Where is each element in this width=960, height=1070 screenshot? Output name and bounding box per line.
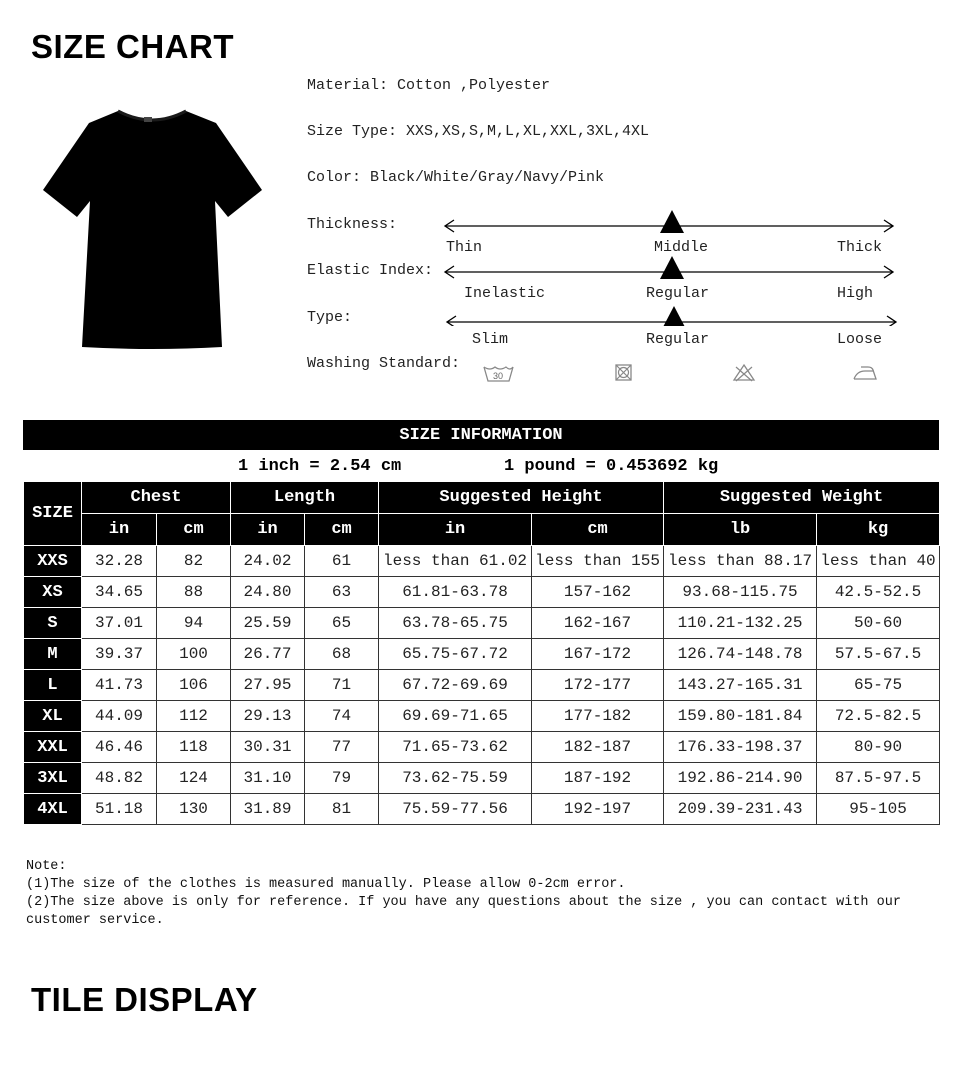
table-cell: 209.39-231.43 xyxy=(664,794,817,825)
elastic-inelastic: Inelastic xyxy=(464,285,546,302)
elastic-marker-icon xyxy=(660,256,684,279)
thickness-thin: Thin xyxy=(446,239,483,256)
table-row xyxy=(24,577,940,608)
table-cell: 24.02 xyxy=(231,546,305,577)
table-cell: 63.78-65.75 xyxy=(379,608,532,639)
table-cell: 192-197 xyxy=(532,794,664,825)
tshirt-image xyxy=(40,105,265,350)
table-cell: 26.77 xyxy=(231,639,305,670)
table-cell: 167-172 xyxy=(532,639,664,670)
table-row xyxy=(24,763,940,794)
table-cell: 46.46 xyxy=(82,732,157,763)
table-cell: 126.74-148.78 xyxy=(664,639,817,670)
table-row xyxy=(24,546,940,577)
table-cell: 112 xyxy=(157,701,231,732)
wash-30-icon xyxy=(482,362,516,384)
table-cell: 192.86-214.90 xyxy=(664,763,817,794)
table-cell: 106 xyxy=(157,670,231,701)
table-cell: 71.65-73.62 xyxy=(379,732,532,763)
table-cell: less than 88.17 xyxy=(664,546,817,577)
table-cell: 143.27-165.31 xyxy=(664,670,817,701)
table-cell: 25.59 xyxy=(231,608,305,639)
size-cell: S xyxy=(24,608,82,639)
table-cell: 29.13 xyxy=(231,701,305,732)
size-cell: XS xyxy=(24,577,82,608)
color-text: Color: Black/White/Gray/Navy/Pink xyxy=(307,169,605,186)
suggested-weight-header: Suggested Weight xyxy=(664,482,940,514)
note-line-1: (1)The size of the clothes is measured manually. Please allow 0-2cm error. xyxy=(26,877,626,892)
notes-section xyxy=(26,858,936,930)
table-cell: 124 xyxy=(157,763,231,794)
table-cell: 172-177 xyxy=(532,670,664,701)
inch-conversion: 1 inch = 2.54 cm xyxy=(238,457,402,476)
size-chart-heading: SIZE CHART xyxy=(31,28,234,65)
table-cell: 30.31 xyxy=(231,732,305,763)
thickness-thick: Thick xyxy=(837,239,883,256)
type-label: Type: xyxy=(307,309,353,326)
table-cell: 94 xyxy=(157,608,231,639)
pound-conversion: 1 pound = 0.453692 kg xyxy=(504,457,719,476)
table-cell: 79 xyxy=(305,763,379,794)
unit-header: in xyxy=(231,514,305,546)
table-cell: 182-187 xyxy=(532,732,664,763)
table-cell: 82 xyxy=(157,546,231,577)
size-table-body xyxy=(24,546,940,825)
table-row xyxy=(24,670,940,701)
size-type-text: Size Type: XXS,XS,S,M,L,XL,XXL,3XL,4XL xyxy=(307,123,650,140)
table-cell: 31.10 xyxy=(231,763,305,794)
table-cell: 41.73 xyxy=(82,670,157,701)
table-cell: 118 xyxy=(157,732,231,763)
table-cell: 157-162 xyxy=(532,577,664,608)
table-group-header-row xyxy=(24,482,940,514)
size-cell: XXS xyxy=(24,546,82,577)
table-cell: 27.95 xyxy=(231,670,305,701)
table-cell: 44.09 xyxy=(82,701,157,732)
type-slim: Slim xyxy=(472,331,509,348)
table-cell: 162-167 xyxy=(532,608,664,639)
table-cell: 31.89 xyxy=(231,794,305,825)
elastic-label: Elastic Index: xyxy=(307,262,434,279)
thickness-arrow xyxy=(440,210,902,234)
elastic-arrow xyxy=(440,256,902,280)
iron-icon xyxy=(851,362,879,382)
table-cell: 24.80 xyxy=(231,577,305,608)
unit-header: lb xyxy=(664,514,817,546)
table-cell: 80-90 xyxy=(817,732,940,763)
size-cell: L xyxy=(24,670,82,701)
table-cell: 69.69-71.65 xyxy=(379,701,532,732)
unit-header: cm xyxy=(157,514,231,546)
unit-header: cm xyxy=(305,514,379,546)
svg-text:30: 30 xyxy=(492,371,504,381)
table-unit-header-row xyxy=(24,514,940,546)
size-table xyxy=(23,481,940,825)
table-cell: 42.5-52.5 xyxy=(817,577,940,608)
size-information-banner: SIZE INFORMATION xyxy=(23,420,939,450)
table-cell: 71 xyxy=(305,670,379,701)
thickness-middle: Middle xyxy=(654,239,709,256)
table-row xyxy=(24,794,940,825)
table-row xyxy=(24,701,940,732)
table-cell: 77 xyxy=(305,732,379,763)
note-line-2: (2)The size above is only for reference. If you have any questions about the size , you can contact with our customer service. xyxy=(26,895,901,928)
table-cell: 32.28 xyxy=(82,546,157,577)
unit-header: in xyxy=(379,514,532,546)
unit-header: kg xyxy=(817,514,940,546)
table-cell: 57.5-67.5 xyxy=(817,639,940,670)
table-cell: 72.5-82.5 xyxy=(817,701,940,732)
thickness-label: Thickness: xyxy=(307,216,398,233)
table-cell: 93.68-115.75 xyxy=(664,577,817,608)
table-cell: 110.21-132.25 xyxy=(664,608,817,639)
table-cell: 130 xyxy=(157,794,231,825)
no-bleach-icon xyxy=(732,362,756,382)
table-row xyxy=(24,639,940,670)
table-cell: 37.01 xyxy=(82,608,157,639)
size-cell: XXL xyxy=(24,732,82,763)
table-cell: 65.75-67.72 xyxy=(379,639,532,670)
table-cell: less than 155 xyxy=(532,546,664,577)
table-cell: 51.18 xyxy=(82,794,157,825)
elastic-scale xyxy=(440,256,902,306)
tile-display-heading: TILE DISPLAY xyxy=(31,981,258,1018)
size-cell: XL xyxy=(24,701,82,732)
table-cell: 87.5-97.5 xyxy=(817,763,940,794)
size-cell: 3XL xyxy=(24,763,82,794)
elastic-regular: Regular xyxy=(646,285,710,302)
table-cell: 73.62-75.59 xyxy=(379,763,532,794)
table-cell: 63 xyxy=(305,577,379,608)
table-cell: 74 xyxy=(305,701,379,732)
notes-title: Note: xyxy=(26,859,67,874)
table-cell: 48.82 xyxy=(82,763,157,794)
table-cell: 39.37 xyxy=(82,639,157,670)
unit-header: cm xyxy=(532,514,664,546)
type-loose: Loose xyxy=(837,331,883,348)
table-cell: 34.65 xyxy=(82,577,157,608)
table-cell: 88 xyxy=(157,577,231,608)
thickness-marker-icon xyxy=(660,210,684,233)
table-cell: 177-182 xyxy=(532,701,664,732)
type-scale xyxy=(440,302,902,352)
unit-header: in xyxy=(82,514,157,546)
table-row xyxy=(24,732,940,763)
table-cell: 100 xyxy=(157,639,231,670)
table-cell: 159.80-181.84 xyxy=(664,701,817,732)
size-cell: 4XL xyxy=(24,794,82,825)
type-regular: Regular xyxy=(646,331,710,348)
table-cell: 176.33-198.37 xyxy=(664,732,817,763)
thickness-scale xyxy=(440,210,902,260)
table-cell: 68 xyxy=(305,639,379,670)
no-tumble-dry-icon xyxy=(613,362,635,382)
length-header: Length xyxy=(231,482,379,514)
size-column-header: SIZE xyxy=(24,482,82,546)
washing-label: Washing Standard: xyxy=(307,355,461,372)
table-cell: 81 xyxy=(305,794,379,825)
type-marker-icon xyxy=(662,306,686,326)
elastic-high: High xyxy=(837,285,874,302)
table-cell: less than 61.02 xyxy=(379,546,532,577)
table-cell: 65-75 xyxy=(817,670,940,701)
table-cell: 95-105 xyxy=(817,794,940,825)
table-cell: 65 xyxy=(305,608,379,639)
suggested-height-header: Suggested Height xyxy=(379,482,664,514)
table-row xyxy=(24,608,940,639)
material-text: Material: Cotton ,Polyester xyxy=(307,77,551,94)
table-cell: 187-192 xyxy=(532,763,664,794)
table-cell: 50-60 xyxy=(817,608,940,639)
table-cell: less than 40 xyxy=(817,546,940,577)
table-cell: 61 xyxy=(305,546,379,577)
type-arrow xyxy=(440,302,902,326)
table-cell: 67.72-69.69 xyxy=(379,670,532,701)
table-cell: 61.81-63.78 xyxy=(379,577,532,608)
size-cell: M xyxy=(24,639,82,670)
chest-header: Chest xyxy=(82,482,231,514)
table-cell: 75.59-77.56 xyxy=(379,794,532,825)
